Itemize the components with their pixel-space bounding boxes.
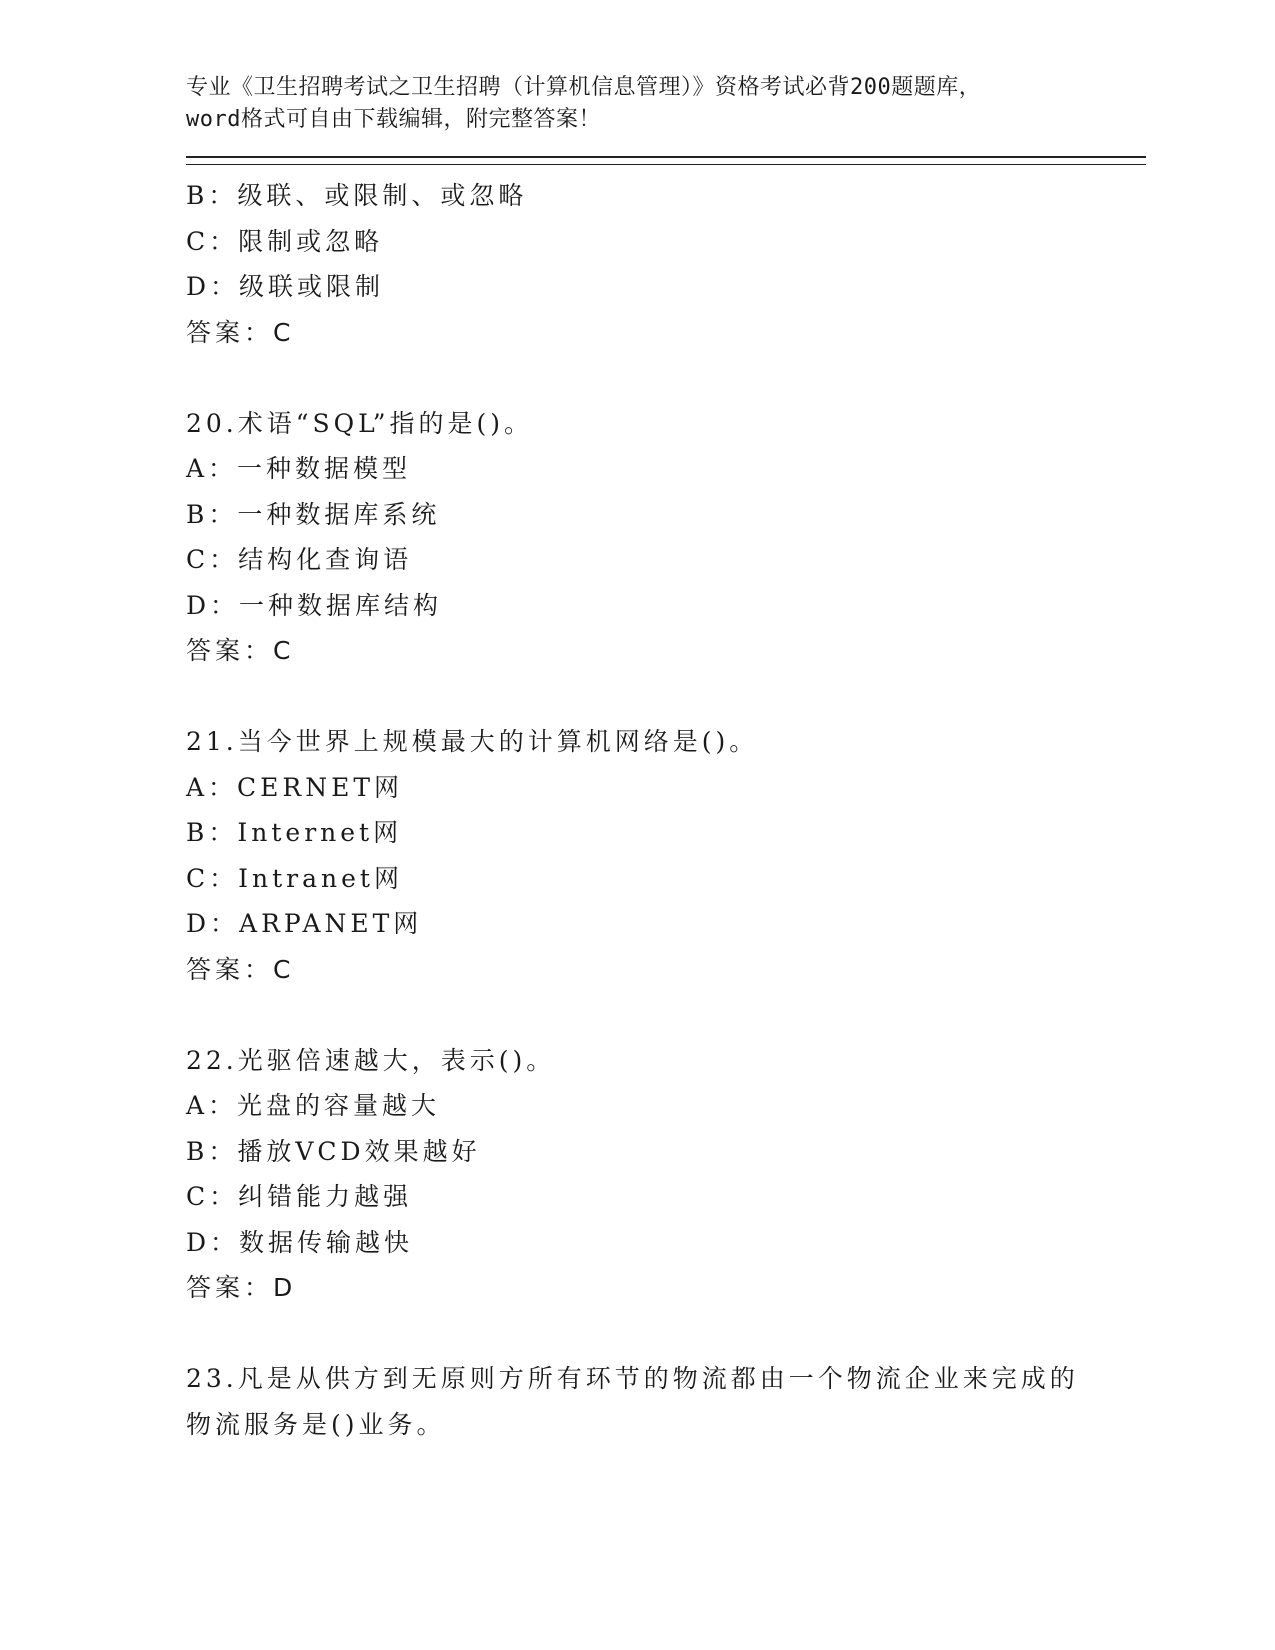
question-stem: 20.术语“SQL”指的是()。 [186, 408, 534, 438]
option-c: C：限制或忽略 [186, 226, 384, 256]
question-list [186, 173, 1146, 1447]
option-b: B：播放VCD效果越好 [186, 1136, 481, 1166]
question-stem-line-2: 物流服务是()业务。 [186, 1409, 446, 1439]
question-23 [186, 1356, 1146, 1447]
question-stem: 22.光驱倍速越大，表示()。 [186, 1045, 556, 1075]
option-b: B：一种数据库系统 [186, 499, 441, 529]
question-stem: 21.当今世界上规模最大的计算机网络是()。 [186, 727, 759, 756]
question-22 [186, 1038, 1146, 1311]
option-d: D：一种数据库结构 [186, 590, 443, 620]
document-page [186, 72, 1146, 1447]
option-d: D：ARPANET网 [186, 909, 423, 938]
option-c: C：结构化查询语 [186, 545, 413, 574]
header-divider [186, 156, 1146, 165]
question-21 [186, 719, 1146, 992]
option-a: A：一种数据模型 [186, 454, 412, 483]
spacer [186, 355, 1146, 401]
option-b: B：级联、或限制、或忽略 [186, 181, 528, 210]
answer-line: 答案：D [186, 1273, 297, 1302]
header-title-line-1: 专业《卫生招聘考试之卫生招聘（计算机信息管理）》资格考试必背200题题库， [186, 75, 982, 100]
option-c: C：纠错能力越强 [186, 1182, 413, 1211]
spacer [186, 674, 1146, 720]
option-a: A：光盘的容量越大 [186, 1091, 441, 1120]
answer-line: 答案：C [186, 954, 295, 984]
option-c: C：Intranet网 [186, 863, 403, 893]
spacer [186, 1311, 1146, 1357]
question-20 [186, 401, 1146, 674]
answer-line: 答案：C [186, 317, 295, 347]
header-title-line-2: word格式可自由下载编辑，附完整答案！ [186, 107, 601, 132]
document-header [186, 72, 1146, 136]
spacer [186, 992, 1146, 1038]
option-a: A：CERNET网 [186, 772, 404, 802]
question-stem-line-1: 23.凡是从供方到无原则方所有环节的物流都由一个物流企业来完成的 [186, 1364, 1079, 1393]
option-d: D：级联或限制 [186, 272, 385, 301]
question-19-tail [186, 173, 1146, 355]
option-d: D：数据传输越快 [186, 1227, 414, 1257]
option-b: B：Internet网 [186, 818, 403, 847]
answer-line: 答案：C [186, 636, 295, 665]
